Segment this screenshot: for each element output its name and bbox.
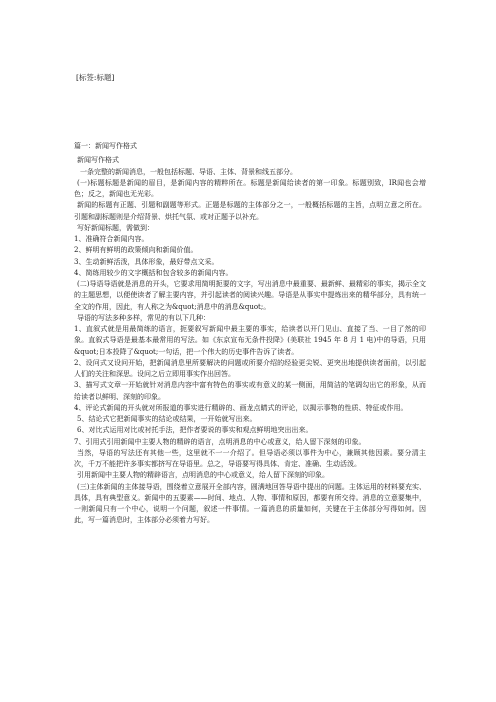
list-item: 3、生动新鲜活泼，具体形象，最好带点文采。 bbox=[74, 257, 219, 266]
paragraph: 新闻的标题有正题、引题和副题等形式。正题是标题的主体部分之一，一般概括标题的主旨，点明立意之所在。引题和副标题则是介绍背景、烘托气氛、或对正题予以补充。 bbox=[74, 201, 426, 221]
article-body bbox=[74, 141, 426, 527]
paragraph: 新闻写作格式 bbox=[77, 156, 119, 165]
paragraph: (二)导语导语就是消息的开头，它要求用简明扼要的文字，写出消息中最重要、最新鲜、最精彩的事实，揭示全文的主题思想，以便使读者了解主要内容，并引起读者的阅读兴趣。导语是从事实中提炼出来的精华部分，具有统一全文的作用，因此，有人称之为&quot;消息中的消息&quot;。 bbox=[74, 280, 426, 311]
paragraph: 引用新闻中主要人物的精辟语言，点明消息的中心或意义，给人留下深刻的印象。 bbox=[77, 471, 329, 480]
article-heading: 篇一：新闻写作格式 bbox=[74, 142, 137, 150]
list-item: 2、鲜明有鲜明的政策倾向和新闻价值。 bbox=[74, 246, 198, 255]
list-item: 5、结论式它把新闻事实的结论或结果，一开始就写出来。 bbox=[77, 415, 257, 423]
list-item: 7、引用式引用新闻中主要人物的精辟的语言，点明消息的中心或意义，给人留下深刻的印象。 bbox=[74, 437, 366, 446]
paragraph: (三)主体新闻的主体接导语，围绕着立意展开全部内容，圆满地回答导语中提出的问题。主体运用的材料要充实、具体，具有典型意义。新闻中的五要素——时间、地点、人物、事情和原因，都要有所交待。消息的立意要集中，一则新闻只有一个中心，说明一个问题，叙述一件事情。一篇消息的质量如何，关键在于主体部分写得如何。因此，写一篇消息时，主体部分必须着力写好。 bbox=[74, 482, 426, 525]
list-item: 2、设问式又设问开始，把新闻消息里所要解决的问题或所要介绍的经验更尖锐、更突出地提供读者面前，以引起人们的关注和深思。设问之后立即用事实作出回答。 bbox=[74, 358, 426, 378]
title-tag: [标签:标题] bbox=[76, 73, 115, 82]
paragraph: 导语的写法多种多样，常见的有以下几种： bbox=[77, 313, 210, 322]
list-item: 1、准确符合新闻内容。 bbox=[74, 235, 149, 243]
paragraph: 一条完整的新闻消息，一般包括标题、导语、主体、背景和线五部分。 bbox=[80, 167, 297, 176]
paragraph: (一)标题标题是新闻的眉目，是新闻内容的精粹所在。标题是新闻给读者的第一印象。标题别致，IR闻也会增色；反之，新闻也无光彩。 bbox=[74, 178, 426, 198]
list-item: 1、直叙式就是用最简练的语言，扼要叙写新闻中最主要的事实，给读者以开门见山、直接了当、一目了然的印象。直叙式导语是最基本最常用的写法。如《东京宣布无条件投降》(美联社 1945 年 8 月 1 电)中的导语，只用&quot;日本投降了&quot;一句话，把一个伟大的历史事件告诉了读者。 bbox=[74, 325, 426, 356]
list-item: 6、对比式运用对比或衬托手法，把作者要说的事实和观点鲜明地突出出来。 bbox=[77, 426, 313, 435]
list-item: 3、描写式文章一开始就针对消息内容中富有特色的事实或有意义的某一侧面，用简洁的笔调勾出它的形象，从而给读者以鲜明、深刻的印象。 bbox=[74, 381, 426, 401]
paragraph: 写好新闻标题，需做到： bbox=[77, 223, 154, 232]
list-item: 4、简练用较少的文字概括和包含较多的新闻内容。 bbox=[74, 268, 233, 277]
paragraph: 当然，导语的写法还有其他一些，这里就不一一介绍了。但导语必须以事件为中心，兼顾其他因素。要分清主次，千万不能把许多事实都挤写在导语里。总之，导语要写得具体、肯定、准确、生动活泼。 bbox=[74, 448, 426, 468]
list-item: 4、评论式新闻的开头就对所报道的事实进行精辟的、画龙点睛式的评论，以揭示事物的性质、特征或作用。 bbox=[74, 403, 408, 412]
